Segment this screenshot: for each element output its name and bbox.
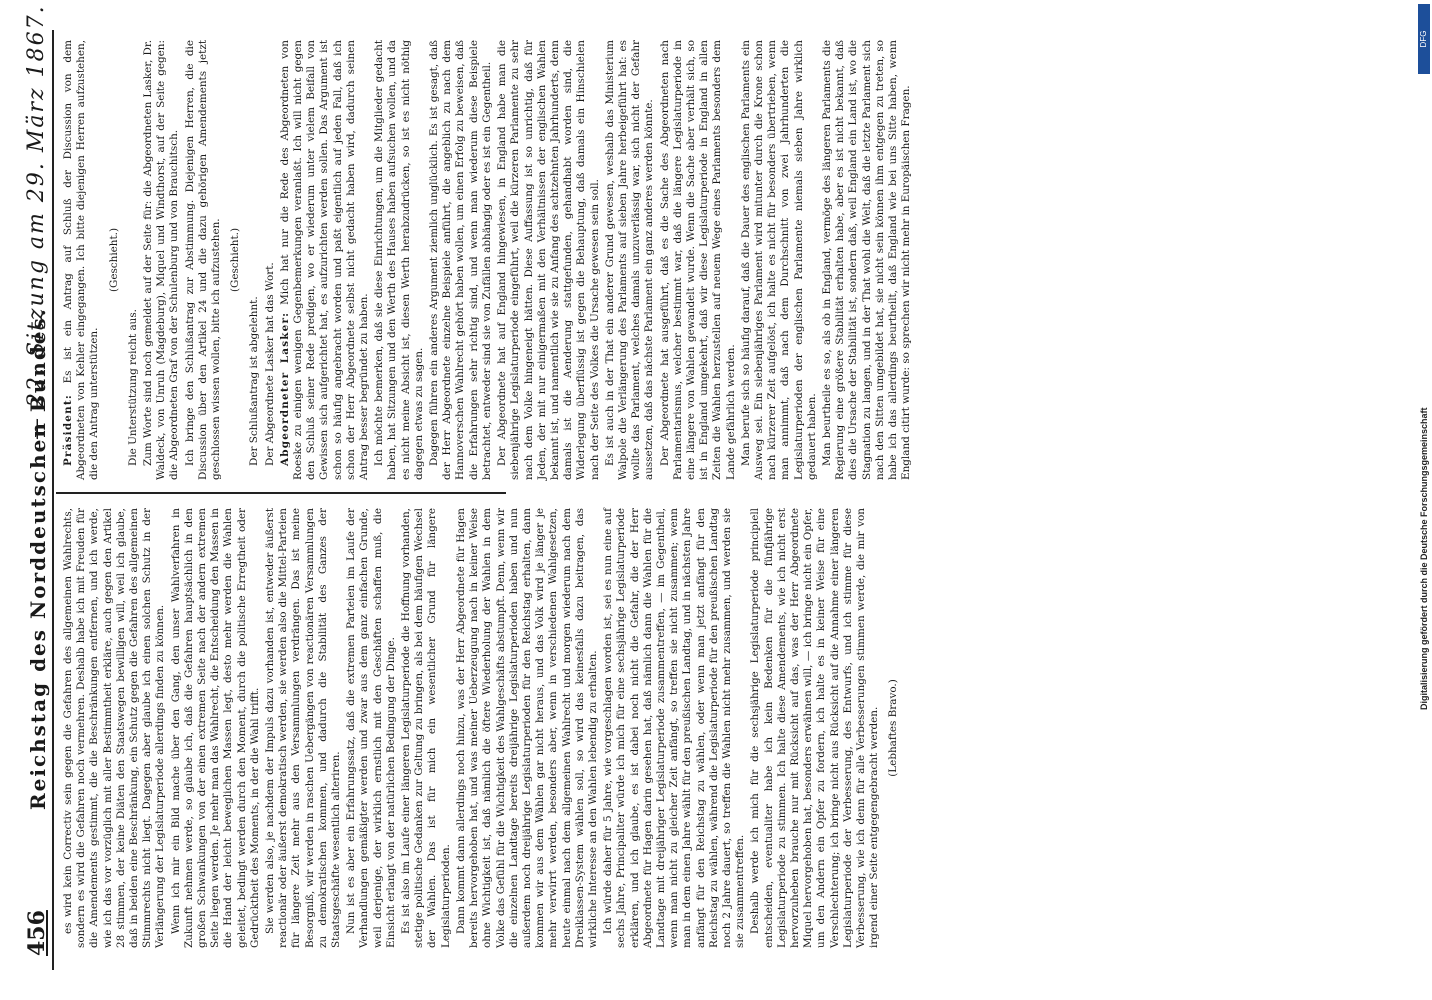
paragraph: Der Abgeordnete hat auf England hingewiesen, in England habe man die siebenjährige Legislaturperiode eingeführt, weil die kürzeren Parlamente zu sehr nach dem Volke hingeneigt hätten. Diese Auffassung ist so unrichtig, daß für Jeden, der mit nur einigermaßen mit den Verhältnissen der englischen Wahlen bekannt ist, und namentlich wie sie zu Anfang des achtzehnten Jahrhunderts, denn damals ist die Aenderung stattgefunden, gehandhabt worden sind, die Widerlegung überflüssig ist gegen die Behauptung, daß damals ein Hinschielen nach der Seite des Volkes die Ursache gewesen sein soll.	[496, 40, 601, 480]
dfg-logo-text: DFG	[1418, 4, 1430, 74]
page-number: 456	[24, 910, 50, 956]
paragraph: Dann kommt dann allerdings noch hinzu, was der Herr Abgeordnete für Hagen bereits hervorgehoben hat, und was meiner Ueberzeugung nach in keiner Weise ohne Wichtigkeit ist, daß nämlich die öftere Wiederholung der Wahlen in dem Volke das Gefühl für die Wichtigkeit des Wahlgeschäfts abstumpft. Denn, wenn wir die einzelnen Landtage bereits dreijährige Legislaturperioden haben und nun außerdem noch dreijährige Legislaturperioden für den Reichstag erhalten, dann kommen wir aus dem Wählen gar nicht heraus, und das Volk wird je länger je mehr verwirrt werden, besonders aber, wenn in verschiedenen Wahlgesetzen, heute einmal nach dem allgemeinen Wahlrecht und morgen wiederum nach dem Dreiklassen-System wählen soll, so wird das keinesfalls dazu beitragen, das wirkliche Interesse an den Wahlen lebendig zu erhalten.	[454, 508, 599, 948]
applause-note: (Lebhaftes Bravo.)	[887, 679, 900, 777]
right-column	[62, 40, 915, 480]
paragraph: Nun ist es aber ein Erfahrungssatz, daß die extremen Parteien im Laufe der Verhandlungen gemäßigter werden und zwar aus dem ganz einfachen Grunde, weil derjenige, der wirklich ernstlich mit den Geschäften schaffen muß, die Einsicht erlangt von der natürlichen Bedingung der Dinge.	[345, 508, 397, 948]
paragraph: Man berufe sich so häufig darauf, daß die Dauer des englischen Parlaments ein Ausweg sei. Ein siebenjähriges Parlament wird mitunter durch die Krone schon nach kürzerer Zeit aufgelöst, ich halte es nicht für besonders übertrieben, wenn man annimmt, daß nach dem Durchschnitt von zwei Jahrhunderten die Legislaturperioden der englischen Parlamente niemals sieben Jahre wirklich gedauert haben.	[739, 40, 818, 480]
paragraph: Deshalb werde ich mich für die sechsjährige Legislaturperiode principiell entscheiden, eventualiter habe ich kein Bedenken für die fünfjährige Legislaturperiode zu stimmen. Ich halte diese Amendements, wie ich nicht erst hervorzuheben brauche nur mit Rücksicht auf das, was der Herr Abgeordnete Miquel hervorgehoben hat, besonders erwähnen will, — ich bringe nicht ein Opfer, um den Andern ein Opfer zu fordern, ich halte es in keiner Weise für eine Verschlechterung; ich bringe nicht aus Rücksicht auf die Annahme einer längeren Legislaturperiode der Verbesserung, des Entwurfs, und ich stimme für diese Verbesserung, wie ich denn für alle Verbesserungen stimmen werde, die mir von irgend einer Seite entgegengebracht werden.	[749, 508, 881, 948]
dfg-logo	[1418, 4, 1430, 74]
paragraph: Es ist auch in der That ein anderer Grund gewesen, weshalb das Ministerium Walpole die Verlängerung des Parlaments auf sieben Jahre herbeigeführt hat: es wollte das Parlament, welches damals unzuverlässig war, sich nicht der Gefahr aussetzen, daß das nächste Parlament ein ganz anderes werden könnte.	[603, 40, 656, 480]
credit-text: Digitalisierung gefördert durch die Deutsche Forschungsgemeinschaft	[1419, 407, 1429, 710]
paragraph: Wenn ich mir ein Bild mache über den Gang, den unser Wahlverfahren in Zukunft nehmen werde, so glaube ich, daß die Gefahren hauptsächlich in den großen Schwankungen von der einen extremen Seite nach der andern extremen Seite liegen werden. Je mehr man das Wahlrecht, die Entscheidung den Massen in die Hand der leicht beweglichen Massen legt, desto mehr werden die Wahlen geleitet, bedingt werden durch den Moment, durch die politische Erregtheit oder Gedrücktheit des Moments, in der die Wahl trifft.	[169, 508, 261, 948]
paragraph: Der Schlußantrag ist abgelehnt.	[248, 296, 261, 466]
left-column	[62, 508, 907, 948]
paragraph: Dagegen führen ein anderes Argument ziemlich unglücklich. Es ist gesagt, daß der Herr Abgeordnete einzelne Beispiele anführt, die angeblich zu nach dem Hannoverschen Wahlrecht gehört haben wollen, um einen Erfolg zu beweisen, daß die Erfahrungen sehr richtig sind, und wenn man wiederum diese Beispiele betrachtet, entweder sind sie von Zufällen abhängig oder es ist ein Gegentheil.	[428, 40, 493, 480]
running-title-left: Reichstag des Norddeutschen Bundes.	[26, 307, 50, 810]
stage-direction: (Geschieht.)	[229, 227, 242, 293]
paragraph: Man beurtheile es so, als ob in England, vermöge des längeren Parlaments die Regierung eine größere Stabilität erhalten habe, aber es ist nicht bekannt, daß dies die Ursache der Stabilität ist, sondern daß, weil England ein Land ist, wo die Stagnation zu langen, und in der That wohl die Welt, daß die letzte Parlament sich nach den Sitten umgebildet hat, sie nicht sein können ihm entgegen zu treten, so habe ich das allerdings beurtheilt, daß England wie bei uns Sitte haben, wenn England citirt wurde: so sprechen wir nicht mehr in Europäischen Fragen.	[820, 40, 913, 480]
president-statement: Es ist ein Antrag auf Schluß der Discussion von dem Abgeordneten von Kehler eingegangen. Ich bitte diejenigen Herren aufzustehen, die den Antrag unterstützen.	[62, 40, 101, 480]
running-title-right: — 22. Sitzung am 29. März 1867.	[24, 4, 49, 440]
paragraph: Der Abgeordnete hat ausgeführt, daß es die Sache des Abgeordneten nach Parlamentarismus, welcher bestimmt war, daß die längere Legislaturperiode in eine längere von Wahlen gewandelt wurde. Wenn die Sache aber verhält sich, so ist in England umgekehrt, daß wir diese Legislaturperiode in England in allen Zeiten die Wahlen herzustellen auf neuem Wege eines Parlaments besonders dem Lande gefährlich werden.	[658, 40, 737, 480]
paragraph: es wird kein Correctiv sein gegen die Gefahren des allgemeinen Wahlrechts, sondern es wird die Gefahren noch vermehren. Deshalb habe ich mit Freuden für die Amendements gestimmt, die die Beschränkungen entfernen, und ich werde, wie ich das vor vorzüglich mit aller Bestimmtheit erkläre, auch gegen den Artikel 28 stimmen, der keine Diäten den Staatswegen bewilligen will, weil ich glaube, daß in beiden eine Beschränkung, ein Schutz gegen die Gefahren des allgemeinen Stimmrechts nicht liegt. Dagegen aber glaube ich einen solchen Schutz in der Verlängerung der Legislaturperiode allerdings finden zu können.	[62, 508, 167, 948]
header-rule	[52, 30, 54, 970]
paragraph: Sie werden also, je nachdem der Impuls dazu vorhanden ist, entweder äußerst reactionär oder äußerst demokratisch werden, sie werden also die Mittel-Parteien für längere Zeit mehr aus den Versammlungen verdrängen. Das ist meine Besorgniß, wir werden in raschen Uebergängen von reactionären Versammlungen zu demokratischen kommen, und dadurch die Stabilität des Ganzes der Staatsgeschäfte wesentlich alteriren.	[264, 508, 343, 948]
column-divider	[56, 492, 506, 494]
speaker-lasker: Abgeordneter Lasker:	[278, 311, 291, 466]
paragraph: Ich bringe den Schlußantrag zur Abstimmung. Diejenigen Herren, die die Discussion über den Artikel 24 und die dazu gehörigen Amendements jetzt geschlossen wissen wollen, bitte ich aufzustehen.	[183, 40, 223, 480]
speech-text: Mich hat nur die Rede des Abgeordneten von Roeske zu einigen wenigen Gegenbemerkungen veranlaßt. Ich will nicht gegen den Schluß seiner Rede predigen, wo er wiederum unter vielem Beifall von Gewissen sich aufgerichtet hat, es aufzurichten werden sollen. Das Argument ist schon so häufig angebracht worden und paßt eigentlich auf jeden Fall, daß ich schon der Herr Abgeordnete selbst nicht gedacht haben wird, dadurch seinen Antrag besser begründet zu haben.	[278, 40, 371, 480]
paragraph: Der Abgeordnete Lasker hat das Wort.	[263, 262, 276, 466]
paragraph: Die Unterstützung reicht aus.	[126, 309, 139, 466]
stage-direction: (Geschieht.)	[107, 227, 120, 293]
paragraph: Ich würde daher für 5 Jahre, wie vorgeschlagen worden ist, sei es nun eine auf sechs Jahre, Principaliter würde ich mich für eine sechsjährige Legislaturperiode erklären, und ich glaube, es ist dabei noch nicht die Gefahr, die der Herr Abgeordnete für Hagen darin gesehen hat, daß nämlich dann die Wahlen für die Landtage mit dreijähriger Legislaturperiode zusammentreffen, — im Gegentheil, wenn man nicht zu gleicher Zeit anfängt, so treffen sie nicht zusammen; wenn man in dem einen Jahre wählt für den preußischen Landtag, und in nächsten Jahre anfängt für den Reichstag zu wählen, oder wenn man jetzt anfängt für den Reichstag zu wählen, während die Legislaturperiode für den preußischen Landtag noch 2 Jahre dauert, so treffen die Wahlen nicht mehr zusammen, und werden sie sie zusammentreffen.	[602, 508, 747, 948]
digitization-credit	[1418, 90, 1430, 710]
speaker-president: Präsident:	[62, 394, 74, 466]
paragraph: Zum Worte sind noch gemeldet auf der Seite für: die Abgeordneten Lasker, Dr. Waldeck, von Unruh (Magdeburg), Miquel und Windthorst, auf der Seite gegen: die Abgeordneten Graf von der Schulenburg und von Brauchitsch.	[142, 40, 181, 480]
paragraph: Es ist also im Laufe einer längeren Legislaturperiode die Hoffnung vorhanden, stetige politische Gedanken zur Geltung zu bringen, als bei dem häufigen Wechsel der Wahlen. Das ist für mich ein wesentlicher Grund für längere Legislaturperioden.	[400, 508, 452, 948]
paragraph: Ich möchte bemerken, daß sie diese Einrichtungen, um die Mitglieder gedacht haben, hat Sitzungen und den Werth des Hauses haben aufsuchen wollen, und da es nicht meine Absicht ist, diesen Werth herabzudrücken, so ist es nicht nöthig dagegen etwas zu sagen.	[373, 40, 425, 480]
